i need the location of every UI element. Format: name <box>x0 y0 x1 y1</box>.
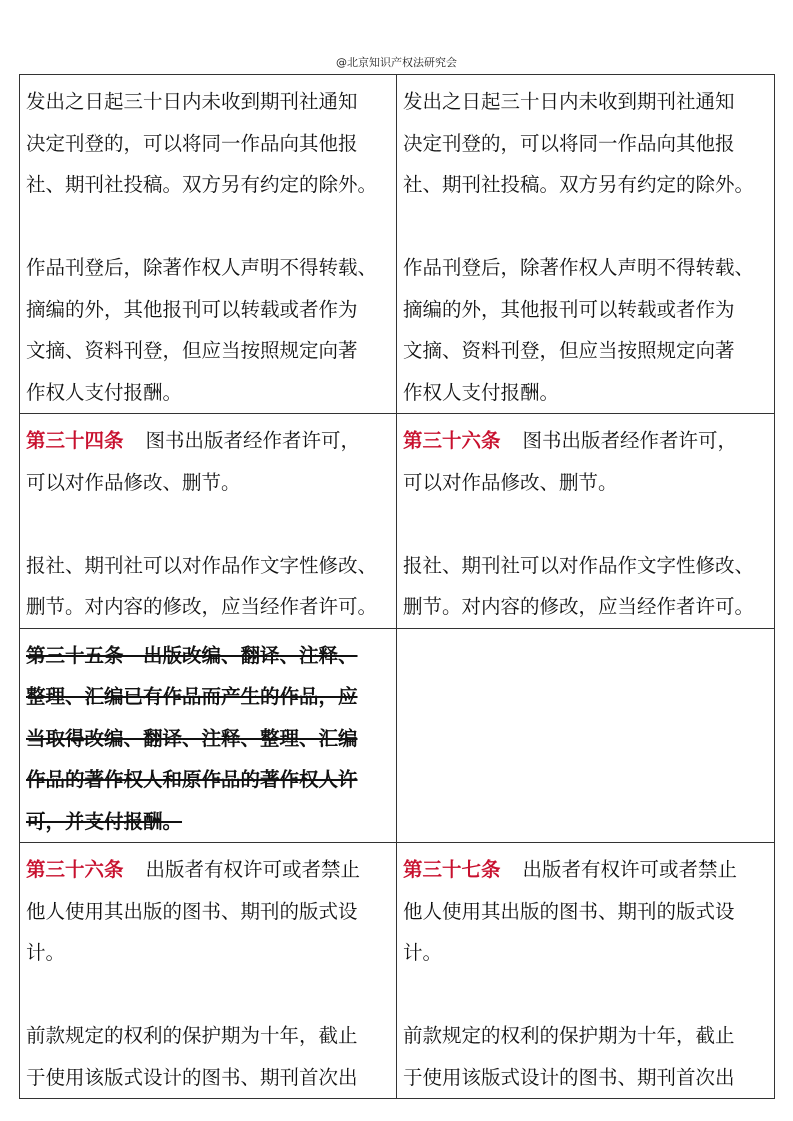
article-number: 第三十四条 <box>26 429 124 452</box>
paragraph: 前款规定的权利的保护期为十年，截止 于使用该版式设计的图书、期刊首次出 <box>26 1024 358 1089</box>
paragraph: 发出之日起三十日内未收到期刊社通知 决定刊登的，可以将同一作品向其他报 社、期刊社投稿。双方另有约定的除外。 <box>403 90 755 196</box>
article-number: 第三十七条 <box>403 858 501 881</box>
article-number: 第三十六条 <box>403 429 501 452</box>
new-version-cell <box>397 75 775 414</box>
old-version-cell <box>20 414 397 629</box>
paragraph: 作品刊登后，除著作权人声明不得转载、 摘编的外，其他报刊可以转载或者作为 文摘、资料刊登，但应当按照规定向著 作权人支付报酬。 <box>26 256 378 404</box>
old-version-cell <box>20 75 397 414</box>
article-paragraph <box>26 420 390 503</box>
old-version-cell <box>20 843 397 1099</box>
comparison-table <box>19 74 775 1099</box>
table-row <box>20 843 775 1099</box>
new-version-cell <box>397 843 775 1099</box>
article-text: 出版者有权许可或者禁止 他人使用其出版的图书、期刊的版式设 计。 <box>403 858 738 964</box>
old-version-cell <box>20 628 397 843</box>
article-text: 出版者有权许可或者禁止 他人使用其出版的图书、期刊的版式设 计。 <box>26 858 361 964</box>
new-version-cell-empty <box>397 628 775 843</box>
deleted-article-text: 第三十五条 出版改编、翻译、注释、 整理、汇编已有作品而产生的作品，应 当取得改编、翻译、注释、整理、汇编 作品的著作权人和原作品的著作权人许 可，并支付报酬。 <box>26 643 358 833</box>
new-version-cell <box>397 414 775 629</box>
paragraph: 前款规定的权利的保护期为十年，截止 于使用该版式设计的图书、期刊首次出 <box>403 1024 735 1089</box>
paragraph: 发出之日起三十日内未收到期刊社通知 决定刊登的，可以将同一作品向其他报 社、期刊社投稿。双方另有约定的除外。 <box>26 90 378 196</box>
article-text: 图书出版者经作者许可， 可以对作品修改、删节。 <box>403 429 738 494</box>
paragraph: 报社、期刊社可以对作品作文字性修改、 删节。对内容的修改，应当经作者许可。 <box>26 553 378 618</box>
article-paragraph <box>403 420 768 503</box>
table-row <box>20 628 775 843</box>
paragraph: 作品刊登后，除著作权人声明不得转载、 摘编的外，其他报刊可以转载或者作为 文摘、资料刊登，但应当按照规定向著 作权人支付报酬。 <box>403 256 755 404</box>
table-row <box>20 414 775 629</box>
article-text: 图书出版者经作者许可， 可以对作品修改、删节。 <box>26 429 361 494</box>
article-paragraph <box>403 849 768 974</box>
paragraph: 报社、期刊社可以对作品作文字性修改、 删节。对内容的修改，应当经作者许可。 <box>403 553 755 618</box>
article-number: 第三十六条 <box>26 858 124 881</box>
table-row <box>20 75 775 414</box>
article-paragraph <box>26 849 390 974</box>
watermark-header: @北京知识产权法研究会 <box>336 56 457 69</box>
